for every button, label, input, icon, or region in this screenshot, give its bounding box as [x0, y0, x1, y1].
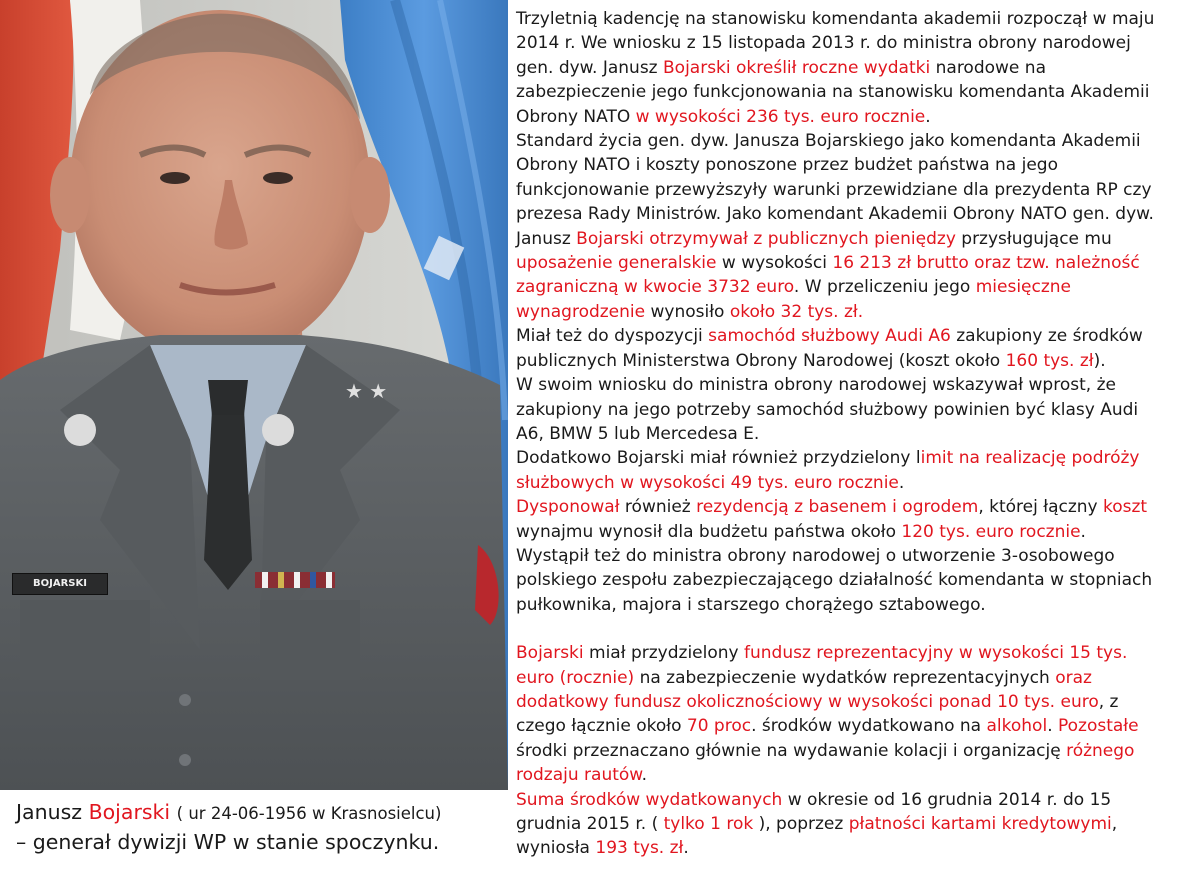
text-segment: ). [1093, 350, 1106, 371]
text-segment: zakupiony na jego potrzeby samochód służbowy powinien być klasy Audi [516, 399, 1139, 420]
highlighted-text: Bojarski [516, 643, 584, 664]
article-line [516, 641, 1200, 665]
text-segment: również [619, 497, 697, 518]
article-line [516, 105, 1200, 129]
article-line [516, 520, 1200, 544]
text-segment: miał przydzielony [583, 643, 744, 664]
text-segment: zakupiony ze środków [950, 326, 1143, 347]
text-segment: , [1111, 814, 1118, 834]
article-line [516, 739, 1200, 763]
name-badge-text: BOJARSKI [33, 578, 87, 589]
name-badge [12, 573, 108, 595]
article-line [516, 495, 1200, 519]
text-segment: wyniosła [516, 838, 596, 859]
highlighted-text: Suma środków wydatkowanych [516, 789, 783, 810]
ribbon-bar [255, 572, 335, 588]
text-segment: pułkownika, majora i starszego chorążego sztabowego. [516, 594, 986, 615]
text-segment: Miał też do dyspozycji [516, 326, 709, 347]
text-segment: Wystąpił też do ministra obrony narodowej o utworzenie 3-osobowego [516, 545, 1115, 566]
caption-line-2: – generał dywizji WP w stanie spoczynku. [16, 830, 440, 854]
text-segment: czego łącznie około [516, 716, 687, 737]
text-segment: A6, BMW 5 lub Mercedesa E. [516, 423, 760, 444]
article-line [516, 324, 1200, 348]
article-line [516, 836, 1200, 860]
article-line [516, 788, 1200, 812]
highlighted-text: euro (rocznie) [516, 667, 635, 688]
article-line [516, 31, 1200, 55]
highlighted-text: uposażenie generalskie [516, 253, 717, 274]
article-line [516, 56, 1200, 80]
caption-surname: Bojarski [88, 800, 171, 824]
article-line [516, 544, 1200, 568]
text-segment: zabezpieczenie jego funkcjonowania na stanowisku komendanta Akademii [516, 82, 1150, 103]
highlighted-text: rodzaju rautów [516, 765, 642, 786]
text-segment: W swoim wniosku do ministra obrony narodowej wskazywał wprost, że [516, 375, 1116, 396]
article-line [516, 690, 1200, 714]
article-line [516, 153, 1200, 177]
highlighted-text: zagraniczną w kwocie 3732 euro [516, 277, 794, 298]
highlighted-text: Dysponował [516, 497, 620, 518]
highlighted-text: służbowych w wysokości 49 tys. euro rocznie [516, 472, 899, 493]
text-segment: Standard życia gen. dyw. Janusza Bojarskiego jako komendanta Akademii [516, 131, 1141, 152]
article-line [516, 80, 1200, 104]
text-segment: . środków wydatkowano na [751, 716, 987, 737]
highlighted-text: oraz [1055, 667, 1092, 688]
photo-caption [16, 798, 506, 857]
text-segment: . W przeliczeniu jego [793, 277, 976, 298]
text-segment: narodowe na [930, 57, 1046, 78]
highlighted-text: 16 213 zł brutto oraz tzw. należność [832, 253, 1140, 274]
text-segment: Janusz [516, 228, 577, 249]
highlighted-text: imit na realizację podróży [920, 448, 1140, 469]
text-segment: środki przeznaczano głównie na wydawanie kolacji i organizację [516, 740, 1067, 761]
highlighted-text: Bojarski otrzymywał z publicznych pieniędzy [576, 228, 956, 249]
svg-text:★ ★: ★ ★ [345, 379, 388, 403]
highlighted-text: rezydencją z basenem i ogrodem [696, 497, 979, 518]
article-line [516, 178, 1200, 202]
text-segment: funkcjonowanie przewyższyły warunki przewidziane dla prezydenta RP czy [516, 179, 1152, 200]
text-segment: Trzyletnią kadencję na stanowisku komendanta akademii rozpoczął w maju [516, 9, 1155, 29]
article-line [516, 373, 1200, 397]
article-line [516, 227, 1200, 251]
portrait-photo [0, 0, 508, 790]
article-text [516, 7, 1200, 861]
caption-birth-info: ( ur 24-06-1956 w Krasnosielcu) [176, 804, 442, 823]
text-segment: prezesa Rady Ministrów. Jako komendant Akademii Obrony NATO gen. dyw. [516, 204, 1154, 225]
text-segment: 2014 r. We wniosku z 15 listopada 2013 r. do ministra obrony narodowej [516, 33, 1131, 54]
article-line [516, 666, 1200, 690]
text-segment: wynosiło [645, 301, 730, 322]
highlighted-text: 160 tys. zł [1005, 350, 1094, 371]
highlighted-text: dodatkowy fundusz okolicznościowy w wysokości ponad 10 tys. euro [516, 691, 1099, 712]
article-line [516, 593, 1200, 617]
text-segment: , z [1098, 691, 1119, 712]
text-segment: . [1080, 521, 1086, 542]
text-segment: polskiego zespołu zabezpieczającego działalność komendanta w stopniach [516, 570, 1153, 591]
text-segment: przysługujące mu [955, 228, 1112, 249]
highlighted-text: około 32 tys. zł. [729, 301, 864, 322]
highlighted-text: płatności kartami kredytowymi [848, 814, 1112, 834]
text-segment: . [683, 838, 689, 859]
highlighted-text: 70 proc [686, 716, 752, 737]
article-line [516, 422, 1200, 446]
highlighted-text: różnego [1066, 740, 1135, 761]
text-segment: grudnia 2015 r. ( [516, 814, 664, 834]
text-segment: . [898, 472, 905, 493]
article-line [516, 568, 1200, 592]
caption-first-name: Janusz [16, 800, 83, 824]
article-line [516, 446, 1200, 470]
article-line [516, 714, 1200, 738]
article-line [516, 251, 1200, 275]
article-line [516, 349, 1200, 373]
text-segment: gen. dyw. Janusz [516, 57, 663, 78]
article-line [516, 7, 1200, 31]
article-line [516, 202, 1200, 226]
article-line [516, 275, 1200, 299]
highlighted-text: w wysokości 236 tys. euro rocznie [635, 106, 926, 127]
text-segment: . [925, 106, 931, 127]
text-segment: Dodatkowo Bojarski miał również przydzielony l [516, 448, 921, 469]
text-segment: Obrony NATO i koszty ponoszone przez budżet państwa na jego [516, 155, 1058, 176]
text-segment: publicznych Ministerstwa Obrony Narodowej (koszt około [516, 350, 1006, 371]
highlighted-text: tylko 1 rok [663, 814, 754, 834]
text-segment: na zabezpieczenie wydatków reprezentacyjnych [634, 667, 1056, 688]
text-segment: wynajmu wynosił dla budżetu państwa około [516, 521, 902, 542]
text-segment: w wysokości [716, 253, 833, 274]
article-line [516, 812, 1200, 836]
highlighted-text: alkohol [986, 716, 1048, 737]
text-segment: . [641, 765, 648, 786]
text-segment: w okresie od 16 grudnia 2014 r. do 15 [782, 789, 1112, 810]
highlighted-text: 193 tys. zł [595, 838, 684, 859]
text-segment: ), poprzez [753, 814, 849, 834]
highlighted-text: fundusz reprezentacyjny w wysokości 15 tys. [744, 643, 1128, 664]
highlighted-text: 120 tys. euro rocznie [901, 521, 1081, 542]
article-line [516, 471, 1200, 495]
article-line [516, 300, 1200, 324]
highlighted-text: Bojarski określił roczne wydatki [663, 57, 931, 78]
highlighted-text: Pozostałe [1058, 716, 1139, 737]
text-segment: Obrony NATO [516, 106, 636, 127]
article-line [516, 763, 1200, 787]
highlighted-text: koszt [1103, 497, 1148, 518]
text-segment: , której łączny [978, 497, 1103, 518]
highlighted-text: miesięczne [975, 277, 1072, 298]
highlighted-text: samochód służbowy Audi A6 [708, 326, 951, 347]
highlighted-text: wynagrodzenie [516, 301, 646, 322]
uniform [0, 335, 508, 790]
article-line [516, 398, 1200, 422]
text-segment: . [1047, 716, 1058, 737]
article-line [516, 129, 1200, 153]
caption-line-1 [16, 798, 506, 828]
